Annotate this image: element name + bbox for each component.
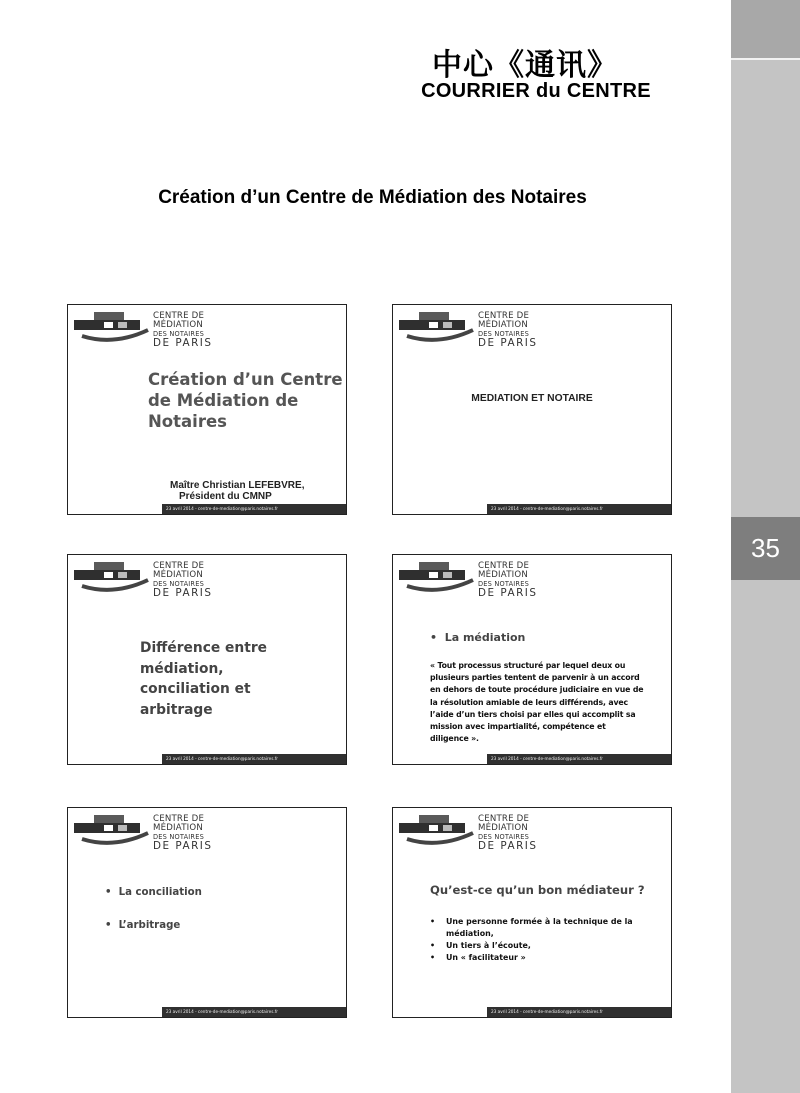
cmnp-logo-mark (74, 310, 150, 350)
side-bar-top-block (731, 0, 800, 60)
header-chinese-title: 中心《通讯》 (432, 48, 618, 83)
slide-1-author: Maître Christian LEFEBVRE, Président du CMNP (170, 480, 305, 502)
slide-footer: 23 avril 2014 - centre-de-mediation@paris.notaires.fr (487, 504, 671, 514)
cmnp-logo-text: CENTRE DE MÉDIATION DES NOTAIRES DE PARIS (153, 814, 213, 852)
slide-footer: 23 avril 2014 - centre-de-mediation@paris.notaires.fr (162, 1007, 346, 1017)
article-title: Création d’un Centre de Médiation des Notaires (158, 187, 587, 208)
cmnp-logo-mark (74, 813, 150, 853)
slide-1-title: Création d’un Centre de Médiation de Notaires (148, 370, 343, 431)
cmnp-logo-mark (399, 560, 475, 600)
slide-4 (392, 554, 672, 765)
slide-footer: 23 avril 2014 - centre-de-mediation@paris.notaires.fr (487, 1007, 671, 1017)
slide-6-list (430, 916, 666, 964)
cmnp-logo-text: CENTRE DE MÉDIATION DES NOTAIRES DE PARIS (478, 814, 538, 852)
cmnp-logo (74, 560, 224, 600)
list-item: • Une personne formée à la technique de la médiation, (430, 916, 666, 940)
slide-6 (392, 807, 672, 1018)
cmnp-logo-text: CENTRE DE MÉDIATION DES NOTAIRES DE PARIS (153, 561, 213, 599)
list-item: • La conciliation (105, 887, 202, 898)
slide-5-bullet-list (105, 887, 202, 953)
slide-4-bullet: • La médiation (430, 631, 526, 644)
header-french-title: COURRIER du CENTRE (421, 80, 651, 102)
slide-2 (392, 304, 672, 515)
cmnp-logo-text: CENTRE DE MÉDIATION DES NOTAIRES DE PARIS (478, 561, 538, 599)
list-item: • Un « facilitateur » (430, 952, 666, 964)
slide-3-title: Différence entre médiation, conciliation et arbitrage (140, 640, 267, 718)
cmnp-logo (74, 813, 224, 853)
cmnp-logo (74, 310, 224, 350)
cmnp-logo-mark (399, 310, 475, 350)
cmnp-logo-mark (399, 813, 475, 853)
page-number: 35 (731, 517, 800, 580)
cmnp-logo (399, 813, 549, 853)
slide-6-heading: Qu’est-ce qu’un bon médiateur ? (430, 883, 645, 897)
slide-2-heading: MEDIATION ET NOTAIRE (471, 393, 593, 404)
slide-5 (67, 807, 347, 1018)
side-margin-bar (731, 0, 800, 1093)
list-item: • Un tiers à l’écoute, (430, 940, 666, 952)
slide-footer: 23 avril 2014 - centre-de-mediation@paris.notaires.fr (162, 504, 346, 514)
slide-footer: 23 avril 2014 - centre-de-mediation@paris.notaires.fr (487, 754, 671, 764)
slide-3 (67, 554, 347, 765)
slide-1 (67, 304, 347, 515)
cmnp-logo-mark (74, 560, 150, 600)
list-item: • L’arbitrage (105, 920, 181, 931)
cmnp-logo (399, 310, 549, 350)
cmnp-logo-text: CENTRE DE MÉDIATION DES NOTAIRES DE PARIS (478, 311, 538, 349)
cmnp-logo (399, 560, 549, 600)
slide-4-definition-quote: « Tout processus structuré par lequel deux ou plusieurs parties tentent de parvenir à un accord en dehors de toute procédure judiciaire en vue de la résolution amiable de leurs différends, avec l’aide d’un tiers choisi par elles qui accomplit sa mission avec impartialité, compétence et diligence ». (430, 661, 644, 744)
cmnp-logo-text: CENTRE DE MÉDIATION DES NOTAIRES DE PARIS (153, 311, 213, 349)
slide-footer: 23 avril 2014 - centre-de-mediation@paris.notaires.fr (162, 754, 346, 764)
